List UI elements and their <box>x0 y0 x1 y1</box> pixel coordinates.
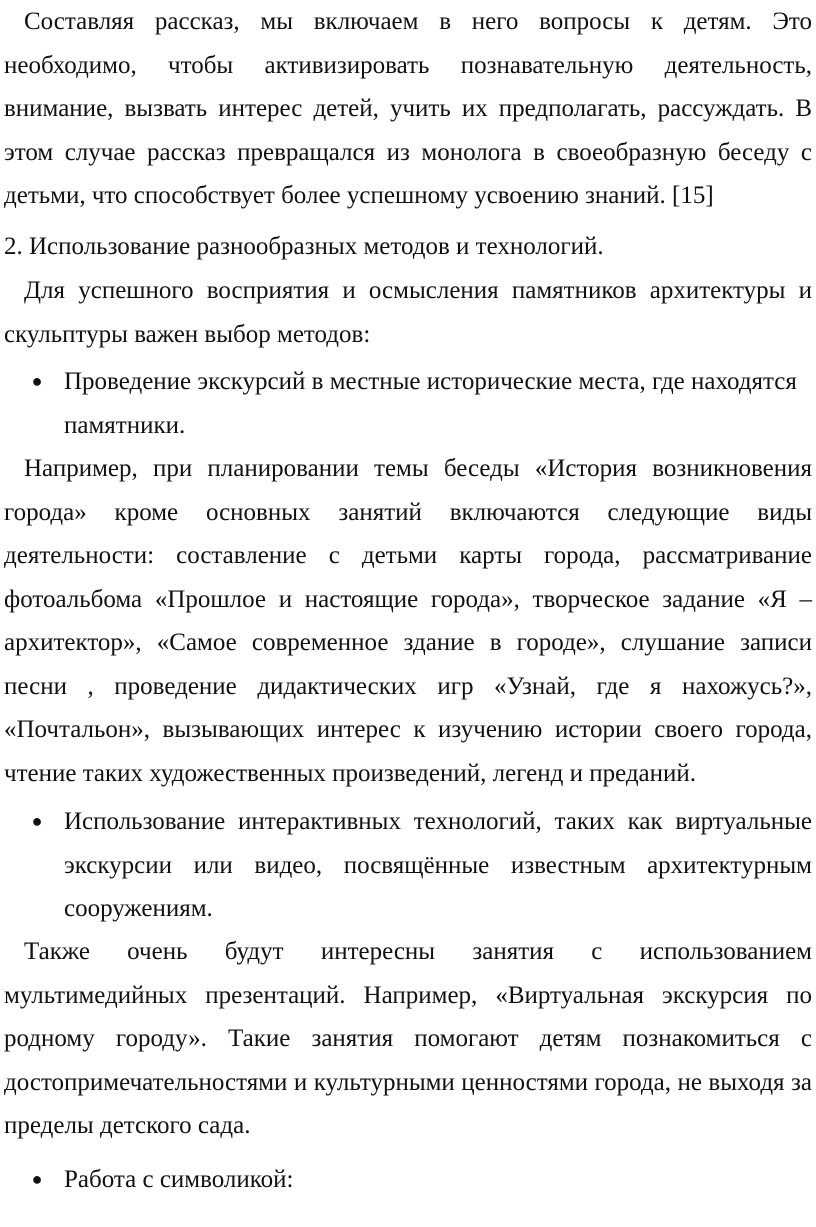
paragraph-multimedia: Также очень будут интересны занятия с использованием мультимедийных презентаций. Например, «Виртуальная экскурсия по родному городу». Такие занятия помогают детям познакомиться с достопримечательностями и культурными ценностями города, не выходя за пределы детского сада. <box>4 938 812 1139</box>
bullet-interactive-tech-text: Использование интерактивных технологий, таких как виртуальные экскурсии или видео, посвящённые известным архитектурным сооружениям. <box>64 808 812 922</box>
bullet-dot-icon: ● <box>31 811 43 831</box>
paragraph-story-questions: Составляя рассказ, мы включаем в него вопросы к детям. Это необходимо, чтобы активизировать познавательную деятельность, внимание, вызвать интерес детей, учить их предполагать, рассуждать. В этом случае рассказ превращался из монолога в своеобразную беседу с детьми, что способствует более успешному усвоению знаний. [15] <box>4 8 812 209</box>
bullet-symbolism-text: Работа с символикой: <box>64 1166 294 1193</box>
bullet-excursions-text: Проведение экскурсий в местные исторические места, где находятся памятники. <box>64 368 797 439</box>
section-heading-methods: 2. Использование разнообразных методов и технологий. <box>4 233 604 260</box>
paragraph-method-choice: Для успешного восприятия и осмысления памятников архитектуры и скульптуры важен выбор методов: <box>4 277 812 348</box>
bullet-dot-icon: ● <box>31 1169 43 1189</box>
paragraph-city-history-example: Например, при планировании темы беседы «История возникновения города» кроме основных занятий включаются следующие виды деятельности: составление с детьми карты города, рассматривание фотоальбома «Прошлое и настоящие города», творческое задание «Я – архитектор», «Самое современное здание в городе», слушание записи песни , проведение дидактических игр «Узнай, где я нахожусь?», «Почтальон», вызывающих интерес к изучению истории своего города, чтение таких художественных произведений, легенд и преданий. <box>4 455 812 787</box>
bullet-dot-icon: ● <box>31 371 43 391</box>
